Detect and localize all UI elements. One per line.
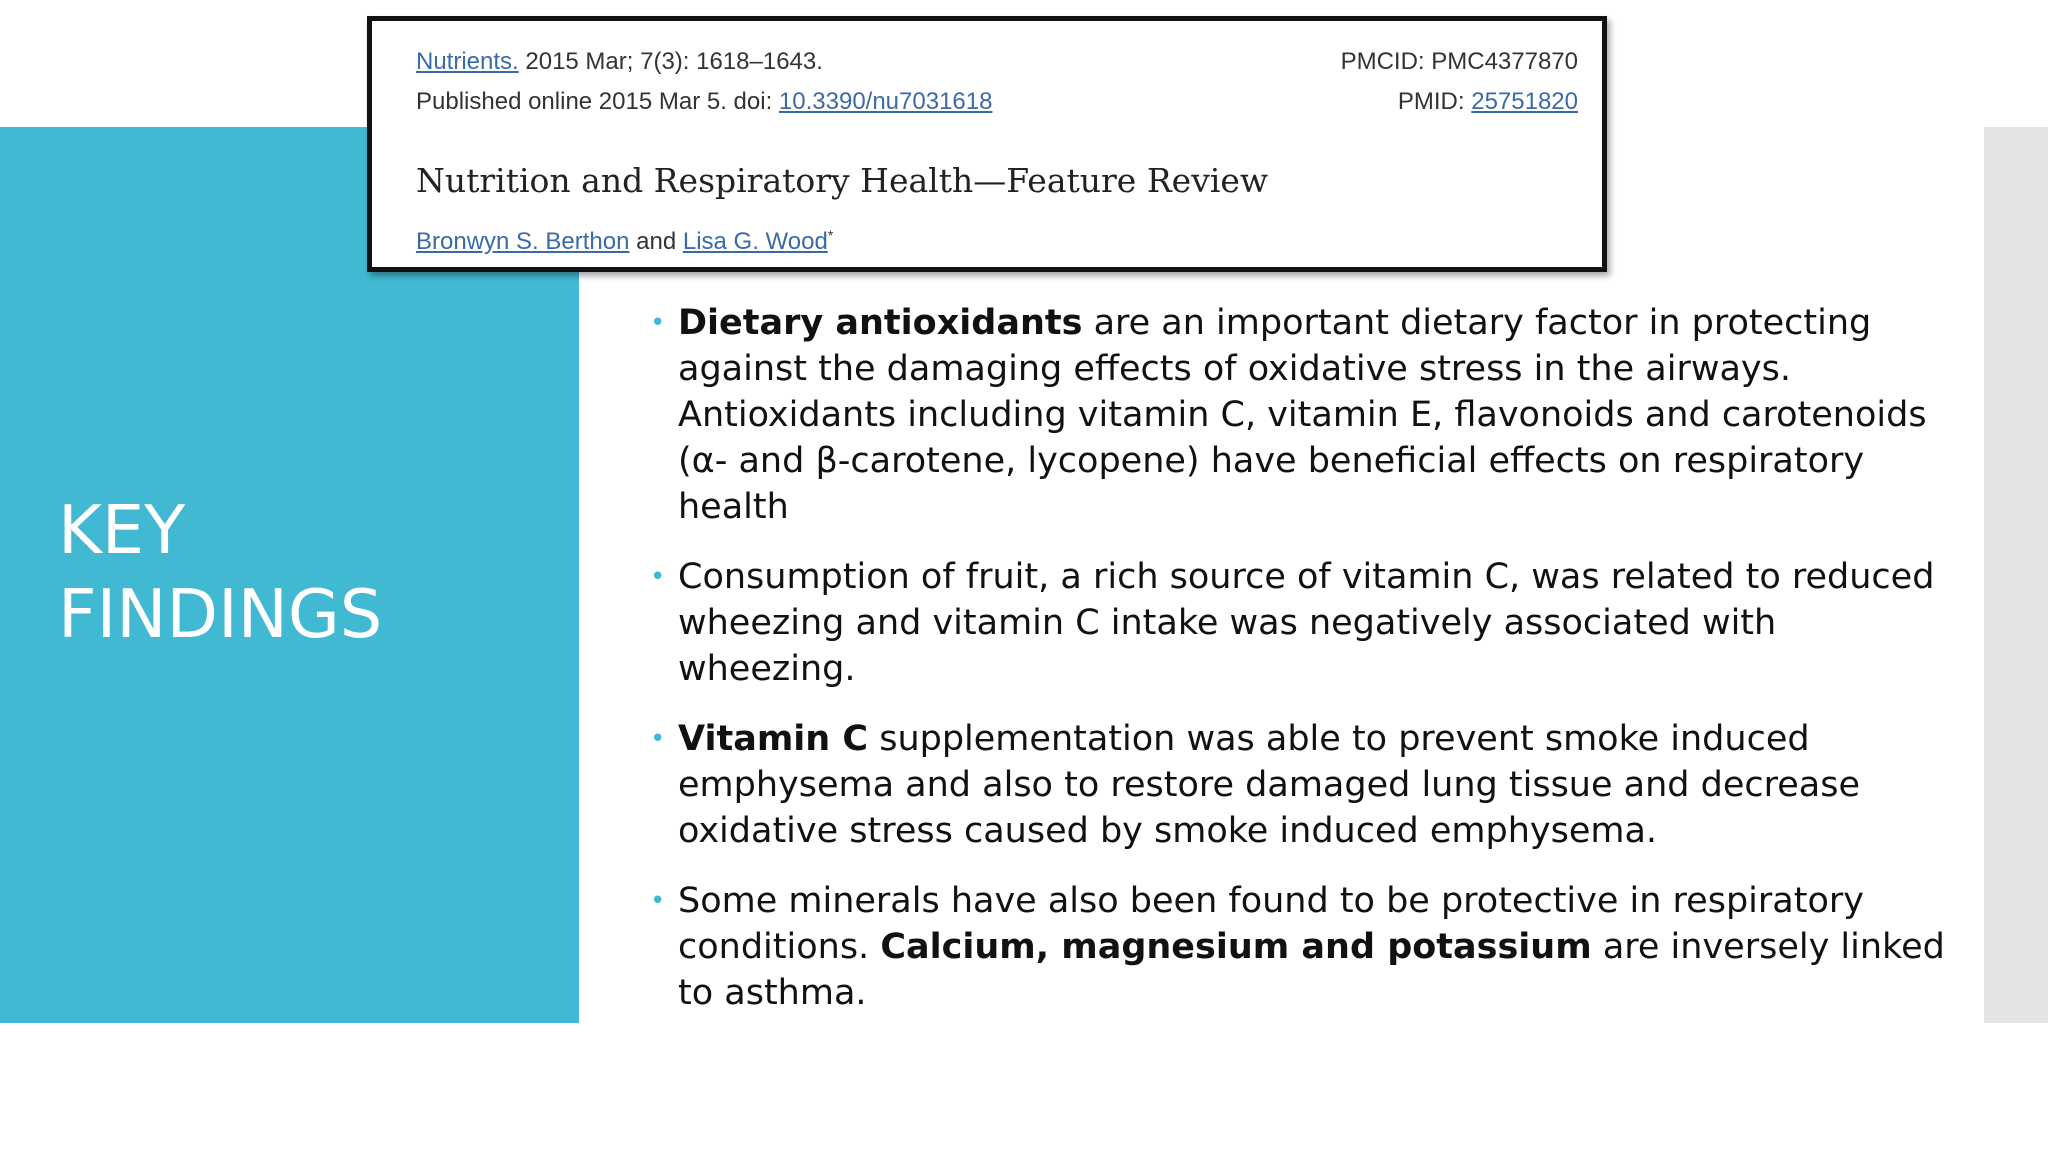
citation-journal-line bbox=[416, 47, 823, 77]
citation-authors-line bbox=[416, 227, 833, 257]
finding-item bbox=[650, 878, 1950, 1016]
slide-title-line-2: FINDINGS bbox=[58, 575, 383, 653]
finding-bold-lead: Vitamin C bbox=[678, 719, 869, 759]
paper-title: Nutrition and Respiratory Health—Feature Review bbox=[416, 161, 1269, 200]
finding-item bbox=[650, 554, 1950, 692]
journal-link[interactable]: Nutrients. bbox=[416, 48, 519, 75]
author-link-wood[interactable]: Lisa G. Wood bbox=[682, 228, 828, 255]
published-text: Published online 2015 Mar 5. doi: bbox=[416, 88, 779, 115]
finding-text: Consumption of fruit, a rich source of vitamin C, was related to reduced wheezing and vitamin C intake was negatively associated with wheezing. bbox=[678, 557, 1935, 689]
findings-list bbox=[650, 300, 1950, 1040]
finding-item bbox=[650, 716, 1950, 854]
author-link-berthon[interactable]: Bronwyn S. Berthon bbox=[416, 228, 630, 255]
bullet-icon: • bbox=[650, 886, 666, 916]
finding-text: are an important dietary factor in protecting against the damaging effects of oxidative stress in the airways. Antioxidants including vitamin C, vitamin E, flavonoids and carotenoids (α- and β-carotene, lycopene) have beneficial effects on respiratory health bbox=[678, 303, 1927, 527]
finding-bold-minerals: Calcium, magnesium and potassium bbox=[880, 927, 1592, 967]
pmcid-text: PMCID: PMC4377870 bbox=[1340, 48, 1578, 75]
slide-title-line-1: KEY bbox=[58, 491, 186, 569]
bullet-icon: • bbox=[650, 308, 666, 338]
finding-text: Some minerals have also been found to be protective in respiratory conditions. bbox=[678, 881, 1864, 967]
side-strip bbox=[1984, 127, 2048, 1023]
citation-pmid-line bbox=[1398, 87, 1578, 117]
bullet-icon: • bbox=[650, 562, 666, 592]
bullet-icon: • bbox=[650, 724, 666, 754]
corresponding-author-mark: * bbox=[827, 227, 834, 243]
pmid-link[interactable]: 25751820 bbox=[1471, 88, 1578, 115]
pmid-label: PMID: bbox=[1397, 88, 1472, 115]
author-joiner: and bbox=[629, 228, 683, 255]
finding-text: supplementation was able to prevent smoke induced emphysema and also to restore damaged lung tissue and decrease oxidative stress caused by smoke induced emphysema. bbox=[678, 719, 1860, 851]
doi-link[interactable]: 10.3390/nu7031618 bbox=[778, 88, 993, 115]
journal-details: 2015 Mar; 7(3): 1618–1643. bbox=[518, 48, 823, 75]
citation-screenshot bbox=[367, 16, 1607, 272]
citation-published-line bbox=[416, 87, 992, 117]
finding-item bbox=[650, 300, 1950, 530]
finding-text-end: are inversely linked to asthma. bbox=[678, 927, 1945, 1013]
finding-bold-lead: Dietary antioxidants bbox=[678, 303, 1083, 343]
slide-title bbox=[58, 488, 382, 656]
